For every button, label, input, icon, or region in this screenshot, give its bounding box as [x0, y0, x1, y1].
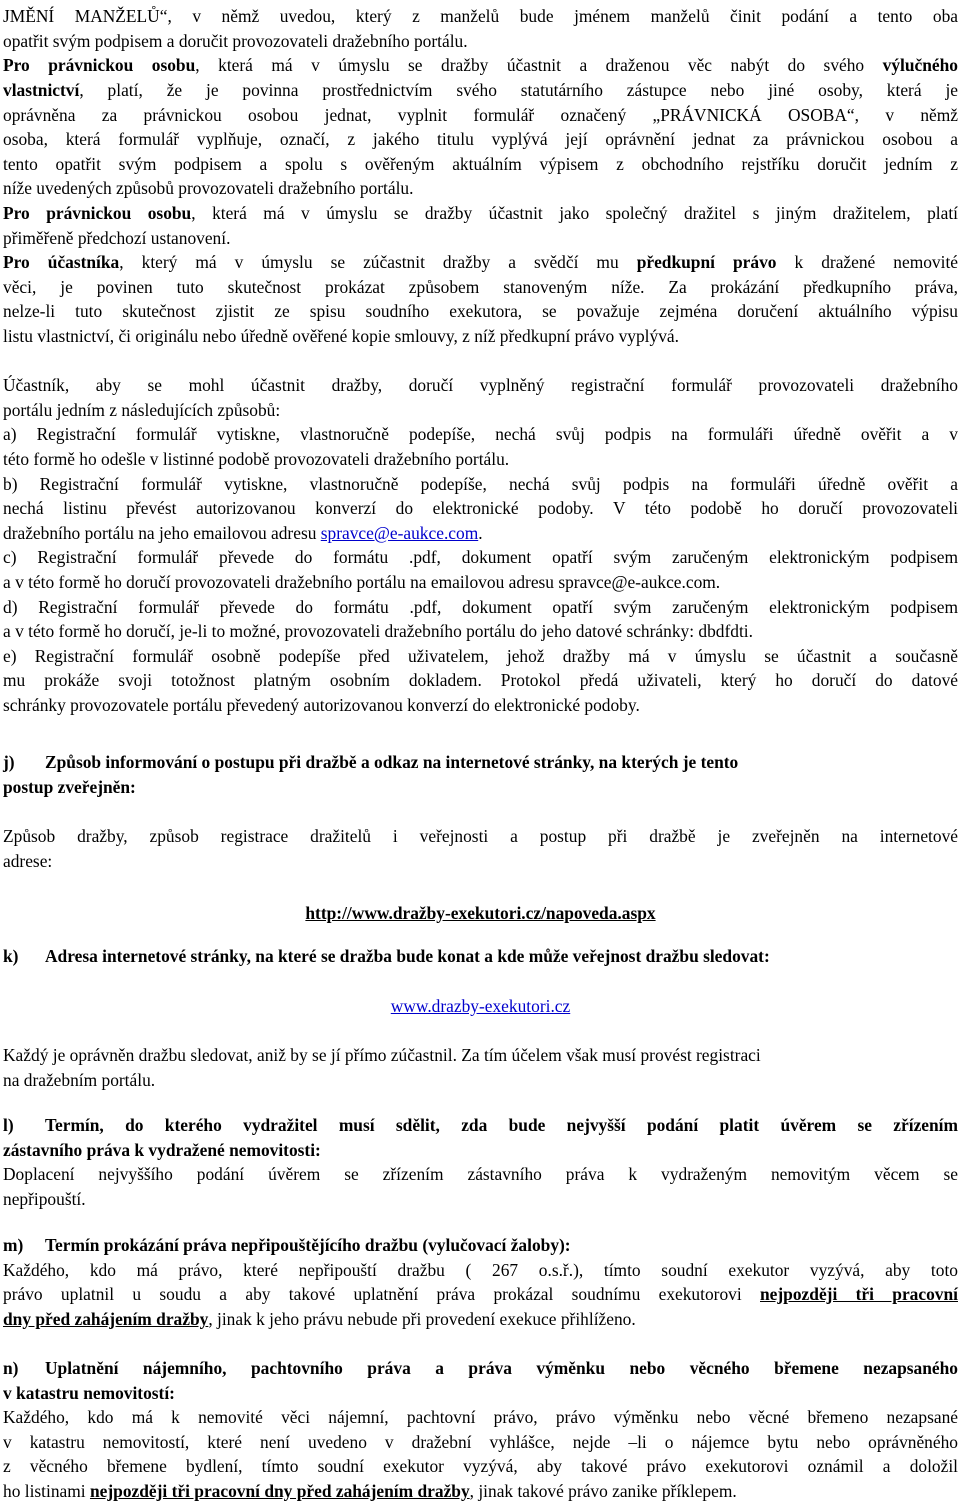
text: dražebního portálu na jeho emailovou adresu — [3, 523, 321, 543]
text-line — [3, 693, 958, 718]
text: b) Registrační formulář vytiskne, vlastnoručně podepíše, nechá svůj podpis na formuláři úředně ověřit a — [3, 474, 958, 494]
text: d) Registrační formulář převede do formátu .pdf, dokument opatří svým zaručeným elektronickým podpisem — [3, 597, 958, 617]
section-heading-j — [3, 750, 958, 775]
text-line — [3, 250, 958, 275]
text: Každého, kdo má k nemovité věci nájemní, pachtovní právo, právo výměnku nebo věcné břemeno nezapsané — [3, 1407, 958, 1427]
text: a v této formě ho doručí provozovateli dražebního portálu na emailovou adresu spravce@e-aukce.com. — [3, 572, 721, 592]
text-line — [3, 324, 958, 349]
text: mu prokáže svoji totožnost platným osobním dokladem. Protokol předá uživateli, který ho doručí do datové — [3, 670, 958, 690]
text: e) Registrační formulář osobně podepíše před uživatelem, jehož dražby má v úmyslu se účastnit a současně — [3, 646, 958, 666]
text-line — [3, 668, 958, 693]
bold-term: Pro účastníka — [3, 252, 120, 272]
heading-text: postup zveřejněn: — [3, 777, 136, 797]
text: věci, je povinen tuto skutečnost prokázat způsobem stanoveným níže. Za prokázání předkupního práva, — [3, 277, 958, 297]
deadline-text: nejpozději tři pracovní dny před zahájením dražby — [89, 1481, 470, 1501]
text-line — [3, 496, 958, 521]
napoveda-link[interactable]: http://www.dražby-exekutori.cz/napoveda.aspx — [305, 903, 656, 923]
section-heading-m — [3, 1233, 958, 1258]
text: Každého, kdo má právo, které nepřipouští dražbu ( 267 o.s.ř.), tímto soudní exekutor vyzývá, aby toto — [3, 1260, 958, 1280]
text-line — [3, 1162, 958, 1187]
heading-text: Termín prokázání práva nepřipouštějícího dražbu (vylučovací žaloby): — [45, 1235, 571, 1255]
text: právo uplatnil u soudu a aby takové uplatnění práva prokázal soudnímu exekutorovi — [3, 1284, 760, 1304]
text-line — [3, 373, 958, 398]
text: v katastru nemovitostí, které není uvedeno v dražební vyhlášce, nejde –li o nájemce bytu nebo oprávněného — [3, 1432, 958, 1452]
text: oprávněna za právnickou osobou jednat, vyplnit formulář označený „PRÁVNICKÁ OSOBA“, v němž — [3, 105, 958, 125]
text-line — [3, 398, 958, 423]
text: Doplacení nejvyššího podání úvěrem se zřízením zástavního práva k vydraženým nemovitým věcem se — [3, 1164, 958, 1184]
list-item-c — [3, 545, 958, 570]
text: schránky provozovatele portálu převedený autorizovanou konverzí do elektronické podoby. — [3, 695, 640, 715]
section-letter: l) — [3, 1115, 14, 1135]
text: ho listinami — [3, 1481, 90, 1501]
list-item-e — [3, 644, 958, 669]
section-letter: n) — [3, 1358, 19, 1378]
list-item-b — [3, 472, 958, 497]
section-letter: j) — [3, 752, 15, 772]
text-line — [3, 29, 958, 54]
text: , jinak takové právo zanike příklepem. — [469, 1481, 737, 1501]
text: , který má v úmyslu se zúčastnit dražby a svědčí mu — [119, 252, 637, 272]
text: k dražené nemovité — [776, 252, 959, 272]
text-line — [3, 521, 958, 546]
text: . — [478, 523, 483, 543]
text-line — [3, 994, 958, 1019]
list-item-d — [3, 595, 958, 620]
text-line — [3, 4, 958, 29]
text-line — [3, 1068, 958, 1093]
list-item-a — [3, 422, 958, 447]
text: opatřit svým podpisem a doručit provozovateli dražebního portálu. — [3, 31, 468, 51]
section-heading-l — [3, 1138, 958, 1163]
text-line — [3, 226, 958, 251]
text-line — [3, 1405, 958, 1430]
text: portálu jedním z následujících způsobů: — [3, 400, 281, 420]
text: listu vlastnictví, či originálu nebo úředně ověřené kopie smlouvy, z níž předkupní právo vyplývá. — [3, 326, 679, 346]
text: Způsob dražby, způsob registrace dražitelů i veřejnosti a postup při dražbě je zveřejněn na internetové — [3, 826, 958, 846]
section-heading-n — [3, 1356, 958, 1381]
bold-term: Pro právnickou osobu — [3, 55, 196, 75]
bold-term: výlučného — [882, 55, 958, 75]
section-heading-j — [3, 775, 958, 800]
text-line — [3, 78, 958, 103]
bold-term: předkupní právo — [636, 252, 777, 272]
text-line — [3, 127, 958, 152]
text-line — [3, 1430, 958, 1455]
heading-text: zástavního práva k vydražené nemovitosti: — [3, 1140, 321, 1160]
text-line — [3, 299, 958, 324]
text-line — [3, 1258, 958, 1283]
text: z věcného břemene bydlení, tímto soudní exekutor vyzývá, aby takové právo exekutorovi oznámil a doložil — [3, 1456, 958, 1476]
text-line — [3, 824, 958, 849]
text-line — [3, 1187, 958, 1212]
text-line — [3, 570, 958, 595]
heading-text: Uplatnění nájemního, pachtovního práva a práva výměnku nebo věcného břemene nezapsaného — [45, 1358, 958, 1378]
text-line — [3, 447, 958, 472]
text: Účastník, aby se mohl účastnit dražby, doručí vyplněný registrační formulář provozovateli dražebního — [3, 375, 958, 395]
text-line — [3, 849, 958, 874]
text: JMĚNÍ MANŽELŮ“, v němž uvedou, který z manželů bude jménem manželů činit podání a tento oba — [3, 6, 958, 26]
text: adrese: — [3, 851, 53, 871]
section-heading-n — [3, 1381, 958, 1406]
text-line — [3, 53, 958, 78]
text: tento opatřit svým podpisem a spolu s ověřeným aktuálním výpisem z obchodního rejstříku doručit jedním z — [3, 154, 958, 174]
text: , jinak k jeho právu nebude při provedení exekuce přihlíženo. — [208, 1309, 636, 1329]
text: této formě ho odešle v listinné podobě provozovateli dražebního portálu. — [3, 449, 510, 469]
text: nepřipouští. — [3, 1189, 86, 1209]
text-line — [3, 103, 958, 128]
deadline-text: nejpozději tři pracovní — [760, 1284, 958, 1304]
bold-term: vlastnictví — [3, 80, 80, 100]
heading-text: Adresa internetové stránky, na které se dražba bude konat a kde může veřejnost dražbu sledovat: — [45, 946, 770, 966]
text: níže uvedených způsobů provozovateli dražebního portálu. — [3, 178, 414, 198]
heading-text: v katastru nemovitostí: — [3, 1383, 175, 1403]
text-line — [3, 901, 958, 926]
text-line — [3, 1282, 958, 1307]
text: Každý je oprávněn dražbu sledovat, aniž by se jí přímo zúčastnil. Za tím účelem však musí provést registraci — [3, 1045, 761, 1065]
text: a v této formě ho doručí, je-li to možné, provozovateli dražebního portálu do jeho datové schránky: dbdfdti. — [3, 621, 753, 641]
text: , která má v úmyslu se dražby účastnit jako společný dražitel s jiným dražitelem, platí — [191, 203, 958, 223]
text: nechá listinu převést autorizovanou konverzí do elektronické podoby. V této podobě ho doručí provozovateli — [3, 498, 958, 518]
section-letter: m) — [3, 1235, 24, 1255]
text-line — [3, 201, 958, 226]
heading-text: Způsob informování o postupu při dražbě a odkaz na internetové stránky, na kterých je tento — [45, 752, 739, 772]
text: a) Registrační formulář vytiskne, vlastnoručně podepíše, nechá svůj podpis na formuláři úředně ověřit a v — [3, 424, 958, 444]
bold-term: Pro právnickou osobu — [3, 203, 192, 223]
text-line — [3, 275, 958, 300]
text-line — [3, 1479, 958, 1504]
drazby-link[interactable]: www.drazby-exekutori.cz — [390, 996, 571, 1016]
section-letter: k) — [3, 946, 19, 966]
email-link[interactable]: spravce@e-aukce.com — [320, 523, 479, 543]
heading-text: Termín, do kterého vydražitel musí sdělit, zda bude nejvyšší podání platit úvěrem se zřízením — [45, 1115, 958, 1135]
text-line — [3, 152, 958, 177]
text: , která má v úmyslu se dražby účastnit a draženou věc nabýt do svého — [195, 55, 883, 75]
text-line — [3, 176, 958, 201]
section-heading-l — [3, 1113, 958, 1138]
text: c) Registrační formulář převede do formátu .pdf, dokument opatří svým zaručeným elektronickým podpisem — [3, 547, 958, 567]
text: přiměřeně předchozí ustanovení. — [3, 228, 231, 248]
text: , platí, že je povinna prostřednictvím svého statutárního zástupce nebo jiné osoby, která je — [79, 80, 958, 100]
deadline-text: dny před zahájením dražby — [3, 1309, 209, 1329]
text-line — [3, 1307, 958, 1332]
text: na dražebním portálu. — [3, 1070, 156, 1090]
text: nelze-li tuto skutečnost zjistit ze spisu soudního exekutora, se považuje zejména doručení aktuálního výpisu — [3, 301, 958, 321]
text-line — [3, 1043, 958, 1068]
text-line — [3, 619, 958, 644]
text-line — [3, 1454, 958, 1479]
text: osoba, která formulář vyplňuje, označí, z jakého titulu vyplývá její oprávnění jednat za právnickou osobou a — [3, 129, 958, 149]
section-heading-k — [3, 944, 958, 969]
